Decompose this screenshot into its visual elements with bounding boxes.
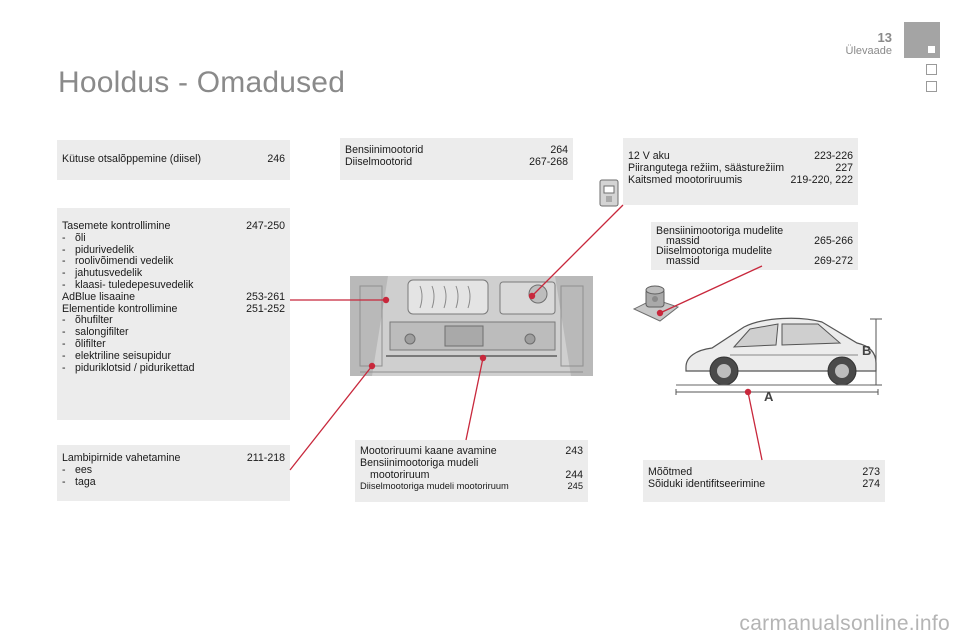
callout-dot-weights (657, 310, 663, 316)
checks-item[interactable]: Tasemete kontrollimine 247-250 (62, 220, 285, 232)
checks-bullet: - õli (62, 231, 86, 244)
page-number: 13 (877, 30, 892, 45)
checks-item[interactable]: AdBlue lisaaine 253-261 (62, 290, 285, 303)
checks-bullet: - roolivõimendi vedelik (62, 255, 174, 268)
engines-item[interactable]: Diiselmootorid 267-268 (345, 155, 568, 168)
callout-line-bulbs (290, 366, 372, 470)
bulbs-bullet: - taga (62, 475, 96, 488)
fuel-item[interactable]: Kütuse otsalõppemine (diisel) 246 (62, 153, 285, 165)
callout-dot-bonnet (480, 355, 486, 361)
checks-bullet: - õlifilter (62, 337, 106, 350)
callout-line-weights (660, 266, 762, 313)
callout-dot-dimensions (745, 389, 751, 395)
callout-dot-battery (529, 293, 535, 299)
checks-bullet: - pidurivedelik (62, 243, 134, 256)
weights-item[interactable]: massid 265-266 (666, 235, 853, 247)
callout-dot-checks (383, 297, 389, 303)
checks-bullet: - jahutusvedelik (62, 267, 143, 280)
length-label: A (764, 389, 774, 404)
checks-item[interactable]: Elementide kontrollimine 251-252 (62, 302, 285, 315)
dimensions-item[interactable]: Sõiduki identifitseerimine 274 (648, 477, 880, 490)
watermark: carmanualsonline.info (739, 612, 950, 635)
callout-line-dimensions (748, 392, 762, 460)
bulbs-bullet: - ees (62, 463, 93, 476)
checks-bullet: - piduriklotsid / pidurikettad (62, 361, 195, 374)
bulbs-item[interactable]: Lambipirnide vahetamine 211-218 (62, 452, 285, 464)
checks-bullet: - salongifilter (62, 326, 129, 339)
battery-item[interactable]: Piirangutega režiim, säästurežiim 227 (628, 161, 853, 174)
battery-item[interactable]: 12 V aku 223-226 (628, 150, 853, 162)
callout-dot-bulbs (369, 363, 375, 369)
callout-line-battery (532, 205, 623, 296)
page-title: Hooldus - Omadused (58, 66, 346, 99)
checks-bullet: - õhufilter (62, 314, 113, 327)
height-label: B (862, 343, 872, 358)
weights-item[interactable]: massid 269-272 (666, 255, 853, 267)
checks-bullet: - klaasi- tuledepesuvedelik (62, 278, 194, 291)
weights-item[interactable]: Bensiinimootoriga mudelite (656, 226, 784, 236)
dimensions-item[interactable]: Mõõtmed 273 (648, 466, 880, 478)
weights-item[interactable]: Diiselmootoriga mudelite (656, 246, 772, 256)
engines-item[interactable]: Bensiinimootorid 264 (345, 144, 568, 156)
callout-line-bonnet (466, 358, 483, 440)
bonnet-item[interactable]: Mootoriruumi kaane avamine 243 (360, 445, 583, 457)
checks-bullet: - elektriline seisupidur (62, 349, 171, 362)
section-name: Ülevaade (845, 45, 892, 57)
battery-item[interactable]: Kaitsmed mootoriruumis 219-220, 222 (628, 173, 853, 186)
bonnet-item[interactable]: Bensiinimootoriga mudeli (360, 457, 479, 469)
bonnet-item[interactable]: Diiselmootoriga mudeli mootoriruum 245 (360, 481, 583, 492)
bonnet-item[interactable]: mootoriruum 244 (370, 468, 583, 481)
